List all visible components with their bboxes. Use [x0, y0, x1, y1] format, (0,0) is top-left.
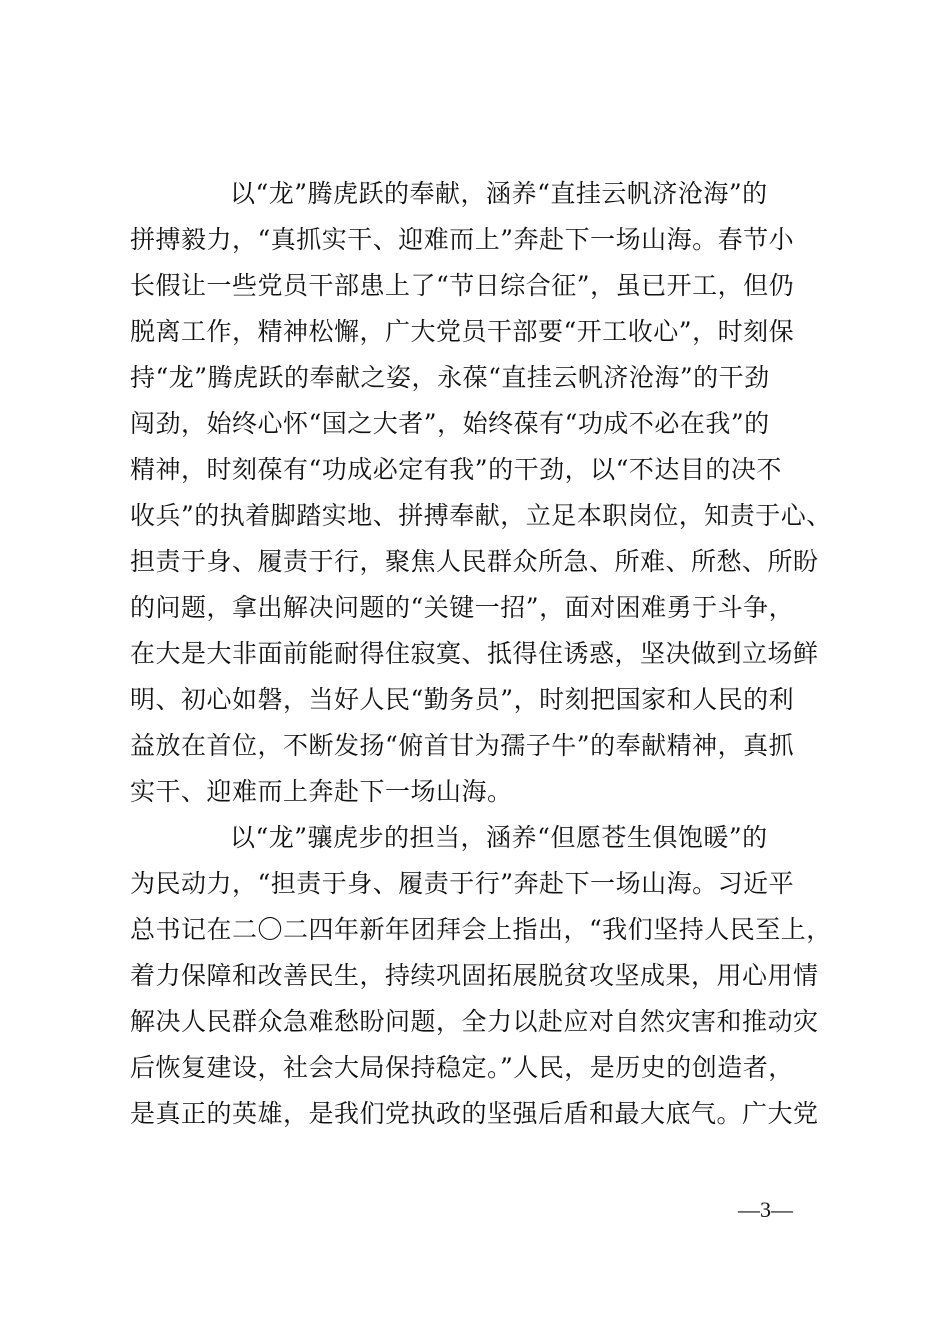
- page-number: —3—: [738, 1197, 793, 1222]
- paragraph-2-line-4: 着力保障和改善民生，持续巩固拓展脱贫攻坚成果，用心用情: [130, 961, 819, 990]
- paragraph-2-line-7: 是真正的英雄，是我们党执政的坚强后盾和最大底气。广大党: [130, 1099, 819, 1128]
- paragraph-2-line-3: 总书记在二〇二四年新年团拜会上指出，“我们坚持人民至上，: [130, 915, 832, 944]
- paragraph-2-line-2: 为民动力，“担责于身、履责于行”奔赴下一场山海。习近平: [130, 869, 795, 898]
- paragraph-2-line-1: 以“龙”骧虎步的担当，涵养“但愿苍生俱饱暖”的: [230, 823, 768, 852]
- paragraph-1-line-2: 拼搏毅力，“真抓实干、迎难而上”奔赴下一场山海。春节小: [130, 225, 795, 254]
- paragraph-1-line-14: 实干、迎难而上奔赴下一场山海。: [130, 777, 513, 806]
- paragraph-1-line-8: 收兵”的执着脚踏实地、拼搏奉献，立足本职岗位，知责于心、: [130, 501, 832, 530]
- paragraph-1-line-4: 脱离工作，精神松懈，广大党员干部要“开工收心”，时刻保: [130, 317, 795, 346]
- paragraph-1-line-6: 闯劲，始终心怀“国之大者”，始终葆有“功成不必在我”的: [130, 409, 770, 438]
- paragraph-1-line-7: 精神，时刻葆有“功成必定有我”的干劲，以“不达目的决不: [130, 455, 782, 484]
- paragraph-1-line-13: 益放在首位，不断发扬“俯首甘为孺子牛”的奉献精神，真抓: [130, 731, 795, 760]
- paragraph-2-line-5: 解决人民群众急难愁盼问题，全力以赴应对自然灾害和推动灾: [130, 1007, 819, 1036]
- paragraph-1-line-11: 在大是大非面前能耐得住寂寞、抵得住诱惑，坚决做到立场鲜: [130, 639, 819, 668]
- paragraph-1-line-1: 以“龙”腾虎跃的奉献，涵养“直挂云帆济沧海”的: [230, 179, 768, 208]
- paragraph-1-line-10: 的问题，拿出解决问题的“关键一招”，面对困难勇于斗争，: [130, 593, 795, 622]
- paragraph-1-line-3: 长假让一些党员干部患上了“节日综合征”，虽已开工，但仍: [130, 271, 795, 300]
- paragraph-1-line-5: 持“龙”腾虎跃的奉献之姿，永葆“直挂云帆济沧海”的干劲: [130, 363, 770, 392]
- paragraph-1-line-9: 担责于身、履责于行，聚焦人民群众所急、所难、所愁、所盼: [130, 547, 819, 576]
- paragraph-2-line-6: 后恢复建设，社会大局保持稳定。”人民，是历史的创造者，: [130, 1053, 794, 1082]
- paragraph-1-line-12: 明、初心如磐，当好人民“勤务员”，时刻把国家和人民的利: [130, 685, 795, 714]
